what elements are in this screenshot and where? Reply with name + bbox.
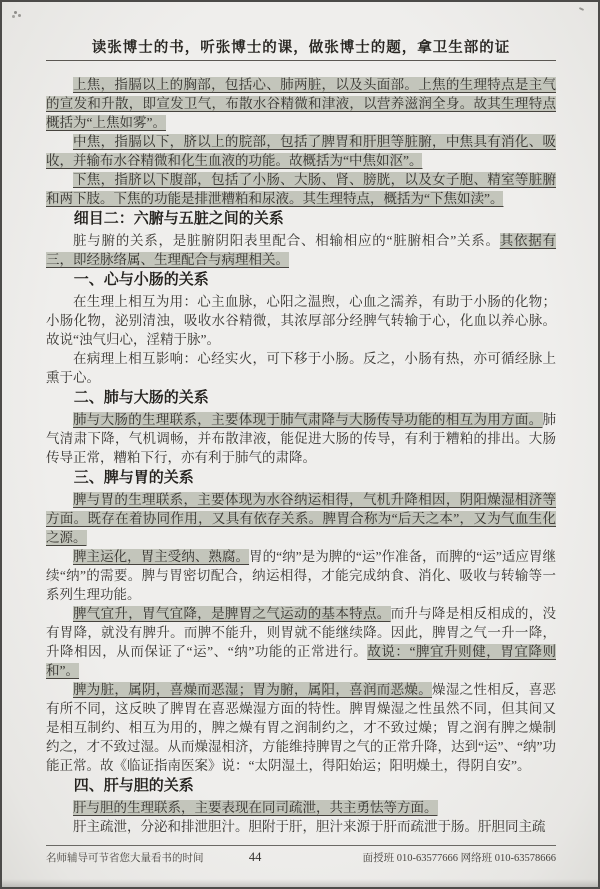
page-number: 44 — [248, 850, 262, 864]
body-text: 肺气清肃下降，气机调畅，并布散津液，能促进大肠的传导，有利于糟粕的排出。大肠传导正常，糟粕下行，亦有利于肺气的肃降。 — [46, 412, 556, 465]
section-heading: 四、肝与胆的关系 — [73, 778, 194, 794]
section-heading: 细目二：六腑与五脏之间的关系 — [73, 211, 284, 227]
body-paragraph — [46, 170, 556, 208]
body-paragraph — [46, 410, 556, 467]
body-text: 在病理上相互影响：心经实火，可下移于小肠。反之，小肠有热，亦可循经脉上熏于心。 — [46, 351, 556, 385]
highlighted-text: 脾为脏，属阴，喜燥而恶湿；胃为腑，属阳，喜润而恶燥。 — [73, 682, 433, 697]
scan-bottom-shade — [2, 879, 598, 887]
body-paragraph — [46, 547, 556, 604]
highlighted-text: 下焦，指脐以下腹部，包括了小肠、大肠、肾、膀胱，以及女子胞、精室等脏腑和两下肢。下焦的功能是排泄糟粕和尿液。其生理特点，概括为“下焦如渎”。 — [46, 172, 556, 206]
body-text: 脏与腑的关系，是脏腑阴阳表里配合、相输相应的“脏腑相合”关系。 — [73, 233, 500, 248]
body-paragraph — [46, 292, 556, 349]
highlighted-text: 故说：“脾宜升则健，胃宜降则和”。 — [46, 644, 556, 678]
highlighted-text: 上焦，指膈以上的胸部，包括心、肺两脏，以及头面部。上焦的生理特点是主气的宣发和升散，即宣发卫气，布散水谷精微和津液，以营养滋润全身。故其生理特点概括为“上焦如雾”。 — [46, 77, 556, 130]
highlighted-text: 脾与胃的生理联系，主要体现为水谷纳运相得，气机升降相因，阴阳燥湿相济等方面。既存在着协同作用，又具有依存关系。脾胃合称为“后天之本”，又为气血生化之源。 — [46, 492, 556, 545]
page-footer — [46, 845, 556, 865]
highlighted-text: 肝与胆的生理联系，主要表现在同司疏泄，共主勇怯等方面。 — [73, 800, 438, 815]
body-paragraph — [46, 680, 556, 775]
body-paragraph — [46, 231, 556, 269]
document-body — [46, 75, 556, 836]
section-heading: 三、脾与胃的关系 — [73, 470, 194, 486]
body-text: 肝主疏泄，分泌和排泄胆汁。胆附于肝，胆汁来源于肝而疏泄于肠。肝胆同主疏 — [73, 819, 546, 834]
body-paragraph — [46, 817, 556, 836]
footer-left-note: 名师辅导可节省您大量看书的时间 — [46, 853, 204, 864]
page-content-area — [2, 2, 598, 887]
body-text: 在生理上相互为用：心主血脉，心阳之温煦，心血之濡养，有助于小肠的化物；小肠化物，泌别清浊，吸收水谷精微，其浓厚部分经脾气转输于心，化血以养心脉。故说“浊气归心，淫精于脉”。 — [46, 294, 556, 347]
body-paragraph — [46, 132, 556, 170]
body-paragraph — [46, 604, 556, 680]
body-text: 燥湿之性相反，喜恶有所不同，这反映了脾胃在喜恶燥湿方面的特性。脾胃燥湿之性虽然不同，但其间又是相互制约、相互为用的，脾之燥有胃之润制约之，才不致过燥；胃之润有脾之燥制约之，才不致过湿。从而燥湿相济，方能维持脾胃之气的正常升降，达到“运”、“纳”功能正常。故《临证指南医案》说：“太阴湿土，得阳始运；阳明燥土，得阴自安”。 — [46, 682, 557, 773]
body-paragraph — [46, 798, 556, 817]
page-header-slogan: 读张博士的书，听张博士的课，做张博士的题，拿卫生部的证 — [91, 40, 511, 56]
highlighted-text: 肺与大肠的生理联系，主要体现于肺气肃降与大肠传导功能的相互为用方面。 — [73, 412, 543, 427]
body-paragraph — [46, 75, 556, 132]
body-paragraph — [46, 349, 556, 387]
highlighted-text: 脾主运化，胃主受纳、熟腐。 — [73, 549, 250, 564]
header-rule — [46, 60, 556, 61]
body-text: 胃的“纳”是为脾的“运”作准备，而脾的“运”适应胃继续“纳”的需要。脾与胃密切配合，纳运相得，才能完成纳食、消化、吸收与转输等一系列生理功能。 — [46, 549, 557, 602]
body-text: 而升与降是相反相成的，没有胃降，就没有脾升。而脾不能升，则胃就不能继续降。因此，脾胃之气一升一降，升降相因，从而保证了“运”、“纳”功能的正常进行。 — [46, 606, 557, 659]
body-paragraph — [46, 490, 556, 547]
highlighted-text: 脾气宜升，胃气宜降，是脾胃之气运动的基本特点。 — [73, 606, 391, 621]
highlighted-text: 其依据有三，即经脉络属、生理配合与病理相关。 — [46, 233, 557, 267]
footer-contact-info: 面授班 010-63577666 网络班 010-63578666 — [362, 853, 556, 864]
section-heading: 一、心与小肠的关系 — [73, 272, 209, 288]
section-heading: 二、肺与大肠的关系 — [73, 390, 209, 406]
highlighted-text: 中焦，指膈以下，脐以上的脘部，包括了脾胃和肝胆等脏腑，中焦具有消化、吸收，并输布水谷精微和化生血液的功能。故概括为“中焦如沤”。 — [46, 134, 556, 168]
